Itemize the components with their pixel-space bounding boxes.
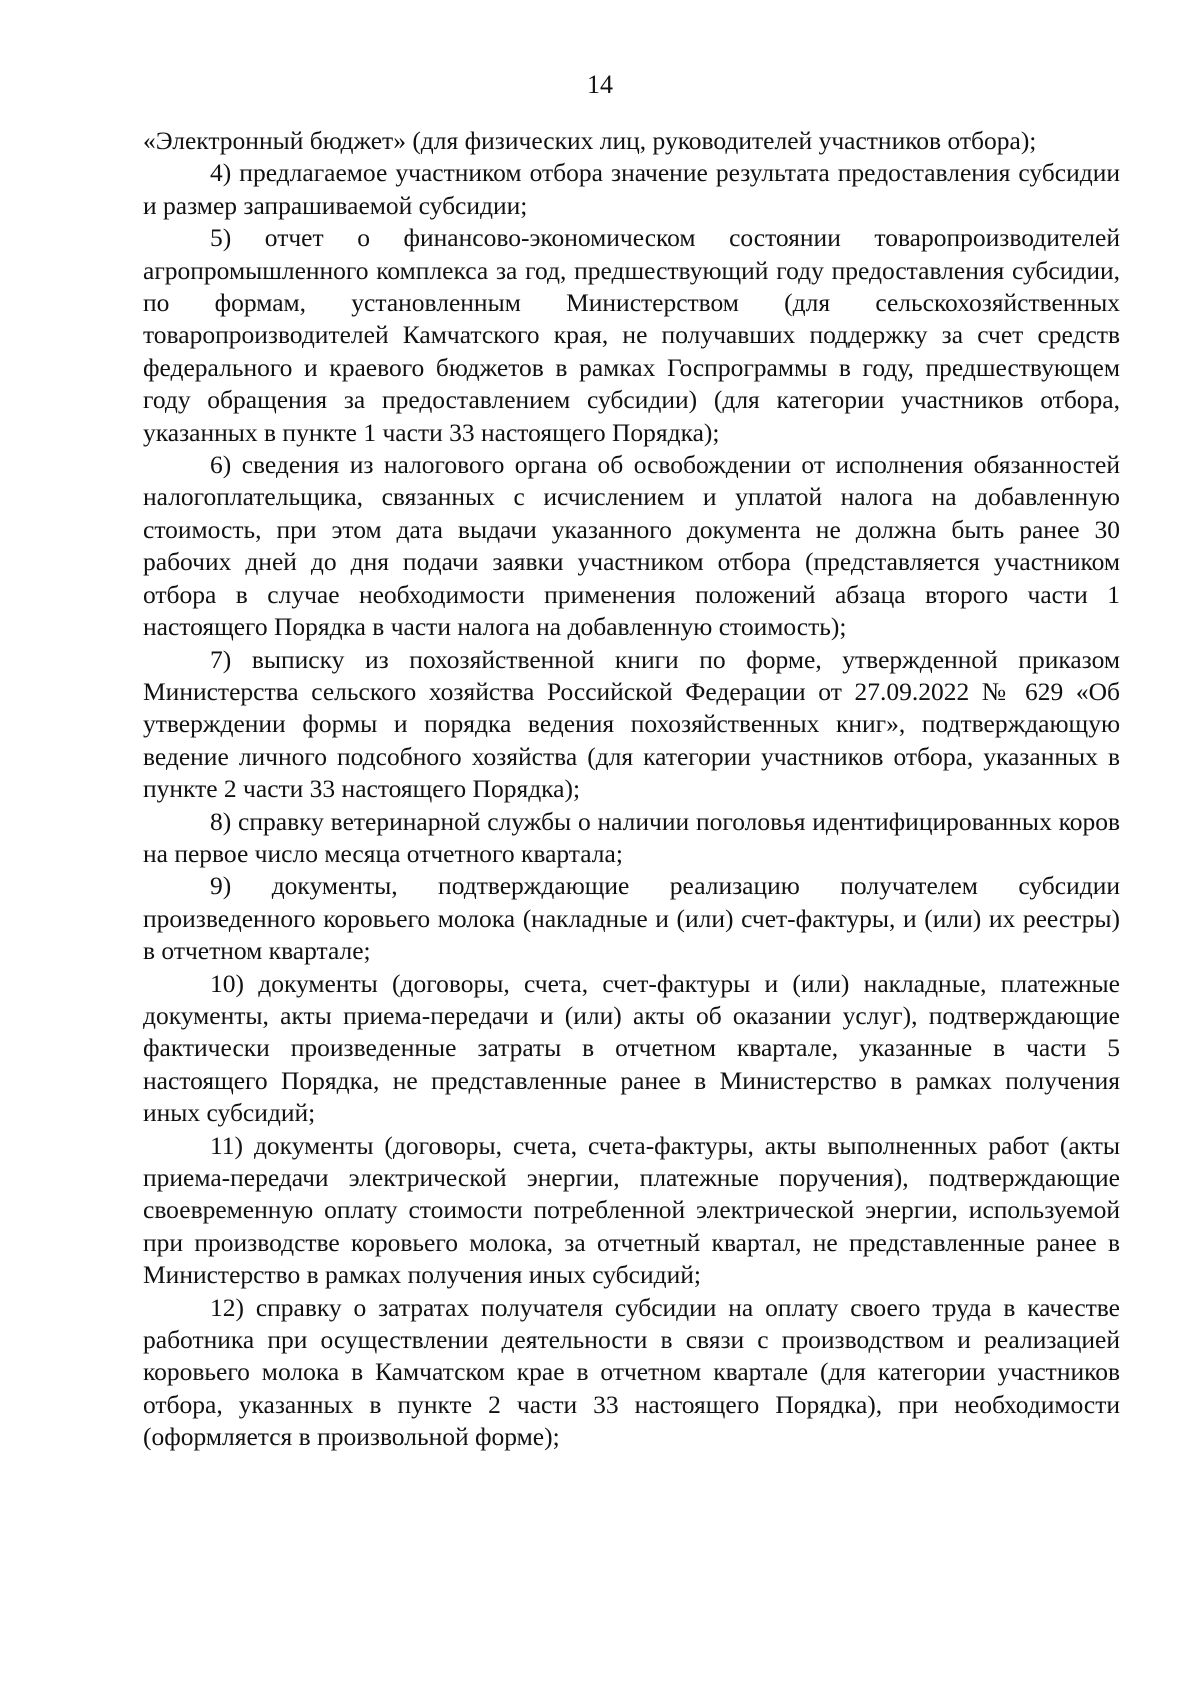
list-item-4: 4) предлагаемое участником отбора значение результата предоставления субсидии и размер запрашиваемой субсидии; bbox=[143, 158, 1120, 220]
list-item-9: 9) документы, подтверждающие реализацию получателем субсидии произведенного коровьего молока (накладные и (или) счет-фактуры, и (или) их реестры) в отчетном квартале; bbox=[143, 871, 1120, 966]
list-item-7: 7) выписку из похозяйственной книги по форме, утвержденной приказом Министерства сельского хозяйства Российской Федерации от 27.09.2022 № 629 «Об утверждении формы и порядка ведения похозяйственных книг», подтверждающую ведение личного подсобного хозяйства (для категории участников отбора, указанных в пункте 2 части 33 настоящего Порядка); bbox=[143, 644, 1120, 804]
list-item-6: 6) сведения из налогового органа об освобождении от исполнения обязанностей налогоплательщика, связанных с исчислением и уплатой налога на добавленную стоимость, при этом дата выдачи указанного документа не должна быть ранее 30 рабочих дней до дня подачи заявки участником отбора (представляется участником отбора в случае необходимости применения положений абзаца второго части 1 настоящего Порядка в части налога на добавленную стоимость); bbox=[143, 450, 1120, 642]
page-number: 14 bbox=[587, 70, 613, 99]
list-item-11: 11) документы (договоры, счета, счета-фактуры, акты выполненных работ (акты приема-передачи электрической энергии, платежные поручения), подтверждающие своевременную оплату стоимости потребленной электрической энергии, используемой при производстве коровьего молока, за отчетный квартал, не представленные ранее в Министерство в рамках получения иных субсидий; bbox=[143, 1130, 1120, 1290]
list-item-10: 10) документы (договоры, счета, счет-фактуры и (или) накладные, платежные документы, акты приема-передачи и (или) акты об оказании услуг), подтверждающие фактически произведенные затраты в отчетном квартале, указанные в части 5 настоящего Порядка, не представленные ранее в Министерство в рамках получения иных субсидий; bbox=[143, 968, 1120, 1128]
list-item-12: 12) справку о затратах получателя субсидии на оплату своего труда в качестве работника при осуществлении деятельности в связи с производством и реализацией коровьего молока в Камчатском крае в отчетном квартале (для категории участников отбора, указанных в пункте 2 части 33 настоящего Порядка), при необходимости (оформляется в произвольной форме); bbox=[143, 1292, 1120, 1452]
list-item-8: 8) справку ветеринарной службы о наличии поголовья идентифицированных коров на первое число месяца отчетного квартала; bbox=[143, 806, 1120, 868]
list-item-5: 5) отчет о финансово-экономическом состоянии товаропроизводителей агропромышленного комплекса за год, предшествующий году предоставления субсидии, по формам, установленным Министерством (для сельскохозяйственных товаропроизводителей Камчатского края, не получавших поддержку за счет средств федерального и краевого бюджетов в рамках Госпрограммы в году, предшествующем году обращения за предоставлением субсидии) (для категории участников отбора, указанных в пункте 1 части 33 настоящего Порядка); bbox=[143, 223, 1120, 447]
document-body bbox=[143, 125, 1120, 1454]
paragraph-continuation: «Электронный бюджет» (для физических лиц, руководителей участников отбора); bbox=[143, 126, 1037, 155]
